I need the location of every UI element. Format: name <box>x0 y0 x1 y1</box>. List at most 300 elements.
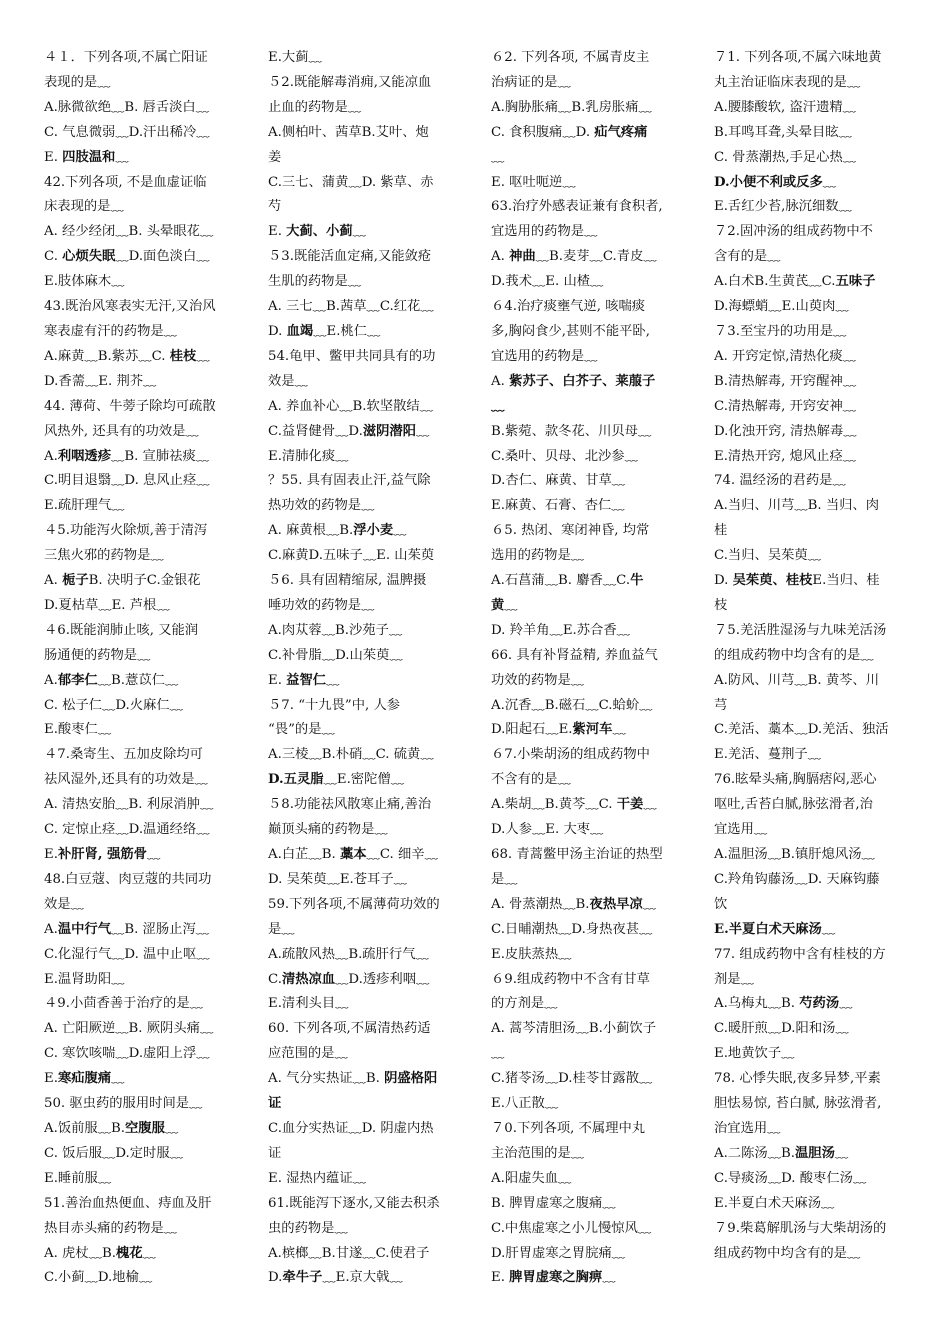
question-text: 44. 薄荷、牛蒡子除均可疏散 <box>44 398 216 414</box>
text-line <box>44 220 257 245</box>
text-line <box>268 1017 481 1042</box>
question-text: 姜 <box>268 149 282 165</box>
question-text: E. 湿热内蕴证﹏ <box>268 1170 366 1186</box>
question-text: ﹏ <box>111 1071 125 1087</box>
question-text: 76.眩晕头痛,胸膈痞闷,恶心 <box>714 772 877 788</box>
answer-text: 大蓟、小蓟 <box>286 224 353 240</box>
question-text: ﹏ <box>142 1245 156 1261</box>
question-text: ﹏C. 细辛﹏ <box>366 847 438 862</box>
text-line <box>491 1242 704 1267</box>
question-text: A.疏散风热﹏B.疏肝行气﹏ <box>268 946 429 962</box>
question-text: 治病证的是﹏ <box>491 74 571 90</box>
text-line <box>268 743 481 768</box>
question-text: ７9.柴葛解肌汤与大柴胡汤的 <box>714 1220 887 1236</box>
question-text: 三焦火邪的药物是﹏ <box>44 548 164 564</box>
text-line <box>714 345 927 370</box>
text-line <box>491 469 704 494</box>
question-text: A.当归、川芎﹏B. 当归、肉 <box>714 498 880 514</box>
text-line <box>714 121 927 146</box>
text-line <box>714 220 927 245</box>
text-line <box>268 395 481 420</box>
question-text: D. 吴茱萸﹏E.苍耳子﹏ <box>268 871 407 887</box>
text-line <box>268 121 481 146</box>
question-text: E.皮肤蒸热﹏ <box>491 946 572 962</box>
question-text: E. <box>268 224 287 240</box>
text-line <box>44 295 257 320</box>
question-text: A.槟榔﹏B.甘遂﹏C.使君子 <box>268 1245 430 1261</box>
answer-text: 牛 <box>630 573 644 589</box>
text-line <box>714 270 927 295</box>
question-text: D.肝胃虚寒之胃脘痛﹏ <box>491 1245 626 1261</box>
text-line <box>714 370 927 395</box>
text-line <box>268 669 481 694</box>
question-text: 60. 下列各项,不属清热药适 <box>268 1021 431 1037</box>
text-line <box>491 793 704 818</box>
text-line <box>714 644 927 669</box>
answer-text: 利咽透疹 <box>57 448 112 464</box>
text-line <box>44 245 257 270</box>
question-text: ﹏ <box>491 149 505 165</box>
question-text: A. 经少经闭﹏B. 头晕眼花﹏ <box>44 224 214 240</box>
text-line <box>714 968 927 993</box>
text-line <box>714 818 927 843</box>
question-text: 芎 <box>714 697 728 713</box>
question-text: 丸主治证临床表现的是﹏ <box>714 74 861 90</box>
question-text: ﹏B. 宣肺祛痰﹏ <box>111 448 210 464</box>
text-line <box>491 1092 704 1117</box>
text-line <box>44 71 257 96</box>
question-text: 热目赤头痛的药物是﹏ <box>44 1220 177 1236</box>
question-text: ﹏ <box>393 523 407 539</box>
text-line <box>268 295 481 320</box>
text-line <box>714 718 927 743</box>
text-line <box>44 743 257 768</box>
answer-text: 脾胃虚寒之胸痹 <box>509 1270 603 1286</box>
text-line <box>491 843 704 868</box>
text-line <box>44 46 257 71</box>
text-line <box>44 544 257 569</box>
text-line <box>491 1067 704 1092</box>
question-text: E.八正散﹏ <box>491 1096 559 1112</box>
text-line <box>491 1217 704 1242</box>
text-line <box>44 992 257 1017</box>
text-line <box>44 818 257 843</box>
text-line <box>268 519 481 544</box>
question-text: C.小蓟﹏D.地榆﹏ <box>44 1270 153 1286</box>
text-column-3 <box>491 46 704 1291</box>
question-text: ５3.既能活血定痛,又能敛疮 <box>268 249 432 265</box>
text-line <box>714 893 927 918</box>
text-line <box>491 420 704 445</box>
text-line <box>491 1142 704 1167</box>
question-text: C. 寒饮咳喘﹏D.虚阳上浮﹏ <box>44 1046 210 1062</box>
answer-text: E.半夏白术天麻汤 <box>714 921 822 937</box>
question-text: A. <box>44 672 58 688</box>
question-text: ﹏ <box>834 1145 849 1161</box>
question-text: 寒表虚有汗的药物是﹏ <box>44 323 177 339</box>
text-line <box>268 146 481 171</box>
answer-text: 干姜 <box>616 797 644 813</box>
text-line <box>44 1266 257 1291</box>
text-line <box>268 1092 481 1117</box>
text-line <box>491 743 704 768</box>
question-text: E. 呕吐呃逆﹏ <box>491 174 576 190</box>
text-line <box>714 1242 927 1267</box>
text-line <box>268 1192 481 1217</box>
text-line <box>714 594 927 619</box>
text-line <box>268 968 481 993</box>
question-text: 是﹏ <box>268 921 295 937</box>
text-line <box>714 245 927 270</box>
question-text: A.白术B.生黄芪﹏C. <box>714 274 836 290</box>
answer-text: 温胆汤 <box>795 1145 835 1161</box>
text-line <box>268 943 481 968</box>
text-line <box>491 669 704 694</box>
question-text: B.紫菀、款冬花、川贝母﹏ <box>491 423 652 439</box>
answer-text: 牵牛子 <box>282 1270 323 1286</box>
question-text: 枝 <box>714 597 728 613</box>
answer-text: D.五灵脂 <box>268 772 324 788</box>
text-line <box>44 146 257 171</box>
question-text: 74. 温经汤的君药是﹏ <box>714 473 846 489</box>
text-line <box>491 345 704 370</box>
question-text: A. 虎杖﹏B. <box>44 1245 116 1261</box>
question-text: 66. 具有补肾益精, 养血益气 <box>491 647 658 663</box>
question-text: C.暖肝煎﹏D.阳和汤﹏ <box>714 1021 849 1037</box>
text-line <box>44 1042 257 1067</box>
text-line <box>268 893 481 918</box>
question-text: 63.治疗外感表证兼有食积者, <box>491 199 663 215</box>
question-text: E.大蓟﹏ <box>268 50 322 65</box>
text-line <box>268 96 481 121</box>
text-line <box>44 320 257 345</box>
question-text: E. <box>44 847 58 862</box>
text-line <box>44 420 257 445</box>
question-text: C.明目退翳﹏D. 息风止痉﹏ <box>44 473 210 489</box>
text-line <box>268 1266 481 1291</box>
text-line <box>491 594 704 619</box>
answer-text: 空腹服 <box>125 1120 165 1136</box>
text-line <box>491 171 704 196</box>
question-text: ﹏E.京大戟﹏ <box>322 1270 403 1286</box>
question-text: ６7.小柴胡汤的组成药物中 <box>491 747 650 763</box>
answer-text: 桂枝 <box>169 348 197 364</box>
question-text: ﹏D.透疹利咽﹏ <box>335 971 430 987</box>
text-column-4 <box>714 46 927 1266</box>
question-text: D. 羚羊角﹏E.苏合香﹏ <box>491 622 630 638</box>
text-line <box>44 893 257 918</box>
question-text: ﹏ <box>612 722 626 738</box>
text-line <box>268 1217 481 1242</box>
text-line <box>491 494 704 519</box>
question-text: ﹏ <box>602 1270 616 1286</box>
text-line <box>44 1167 257 1192</box>
text-line <box>491 146 704 171</box>
question-text: A.饭前服﹏B. <box>44 1120 126 1136</box>
question-text: ？55. 具有固表止汗,益气除 <box>268 473 431 489</box>
question-text: C.日晡潮热﹏D.身热夜甚﹏ <box>491 921 653 937</box>
text-line <box>268 220 481 245</box>
question-text: C. 骨蒸潮热,手足心热﹏ <box>714 149 857 165</box>
text-line <box>714 1067 927 1092</box>
question-text: A.沉香﹏B.磁石﹏C.蛤蚧﹏ <box>491 697 653 713</box>
question-text: 68. 青蒿鳖甲汤主治证的热型 <box>491 847 663 862</box>
answer-text: 疝气疼痛 <box>594 124 648 140</box>
text-line <box>44 1242 257 1267</box>
text-line <box>714 320 927 345</box>
question-text: 不含有的是﹏ <box>491 772 571 788</box>
text-column-1 <box>44 46 257 1291</box>
text-line <box>44 121 257 146</box>
question-text: A. 开窍定惊,清热化痰﹏ <box>714 348 856 364</box>
question-text: ５7. “十九畏”中, 人参 <box>268 697 401 713</box>
text-line <box>44 1117 257 1142</box>
text-line <box>44 1067 257 1092</box>
text-line <box>714 96 927 121</box>
question-text: ﹏ <box>504 597 518 613</box>
answer-text: 神曲 <box>509 249 536 265</box>
text-line <box>714 494 927 519</box>
question-text: D.人参﹏E. 大枣﹏ <box>491 822 604 838</box>
question-text: E. <box>491 1270 510 1286</box>
question-text: A.腰膝酸软, 盗汗遗精﹏ <box>714 99 856 115</box>
question-text: A.白芷﹏B. <box>268 847 340 862</box>
text-line <box>44 171 257 196</box>
question-text: 止血的药物是﹏ <box>268 99 362 115</box>
text-line <box>491 768 704 793</box>
question-text: ﹏ <box>115 149 129 165</box>
text-line <box>268 818 481 843</box>
question-text: 54.龟甲、鳖甲共同具有的功 <box>268 348 436 364</box>
text-line <box>44 195 257 220</box>
text-line <box>268 718 481 743</box>
text-line <box>491 1042 704 1067</box>
question-text: 饮 <box>714 896 728 912</box>
text-line <box>268 46 481 71</box>
question-text: C.羌活、藁本﹏D.羌活、独活 <box>714 722 889 738</box>
question-text: ﹏B. 涩肠止泻﹏ <box>111 921 210 937</box>
question-text: A.温胆汤﹏B.镇肝熄风汤﹏ <box>714 847 875 862</box>
text-line <box>714 694 927 719</box>
question-text: 表现的是﹏ <box>44 74 111 90</box>
text-line <box>714 843 927 868</box>
text-line <box>714 469 927 494</box>
question-text: A.石菖蒲﹏B. 麝香﹏C. <box>491 573 631 589</box>
text-line <box>491 569 704 594</box>
question-text: 剂是﹏ <box>714 971 754 987</box>
text-line <box>714 544 927 569</box>
question-text: A. <box>491 249 510 265</box>
text-line <box>714 743 927 768</box>
question-text: A.二陈汤﹏B. <box>714 1145 796 1161</box>
question-text: C. 松子仁﹏D.火麻仁﹏ <box>44 697 183 713</box>
text-line <box>268 494 481 519</box>
question-text: 78. 心悸失眠,夜多异梦,平素 <box>714 1071 881 1087</box>
question-text: D.夏枯草﹏E. 芦根﹏ <box>44 597 170 613</box>
text-line <box>491 395 704 420</box>
text-line <box>491 1017 704 1042</box>
question-text: C.麻黄D.五味子﹏E. 山茱萸 <box>268 548 435 564</box>
question-text: E.地黄饮子﹏ <box>714 1046 795 1062</box>
text-line <box>268 992 481 1017</box>
question-text: C.益肾健骨﹏D. <box>268 423 363 439</box>
text-line <box>268 345 481 370</box>
text-line <box>714 768 927 793</box>
answer-text: 黄 <box>491 597 505 613</box>
question-text: ﹏ <box>642 896 657 912</box>
text-line <box>714 420 927 445</box>
question-text: 选用的药物是﹏ <box>491 548 585 564</box>
text-line <box>714 146 927 171</box>
question-text: 生肌的药物是﹏ <box>268 274 362 290</box>
text-line <box>491 220 704 245</box>
text-line <box>268 1117 481 1142</box>
question-text: D. <box>268 1270 283 1286</box>
question-text: E. <box>44 1071 58 1087</box>
question-text: ７1. 下列各项,不属六味地黄 <box>714 50 882 65</box>
question-text: 床表现的是﹏ <box>44 199 124 215</box>
text-line <box>491 992 704 1017</box>
text-line <box>44 1192 257 1217</box>
text-line <box>491 619 704 644</box>
text-line <box>44 519 257 544</box>
question-text: ７0.下列各项, 不属理中丸 <box>491 1120 646 1136</box>
text-line <box>491 71 704 96</box>
question-text: A. <box>491 373 510 389</box>
question-text: ﹏B.麦芽﹏C.青皮﹏ <box>535 249 657 265</box>
answer-text: 夜热早凉 <box>589 896 643 912</box>
question-text: E.酸枣仁﹏ <box>44 722 112 738</box>
answer-text: 栀子 <box>62 573 89 589</box>
question-text: ﹏ <box>326 672 340 688</box>
question-text: B.清热解毒, 开窍醒神﹏ <box>714 373 857 389</box>
question-text: A.三棱﹏B.朴硝﹏C. 硫黄﹏ <box>268 747 434 763</box>
text-line <box>714 519 927 544</box>
question-text: E.温肾助阳﹏ <box>44 971 125 987</box>
text-line <box>491 245 704 270</box>
question-text: 59.下列各项,不属薄荷功效的 <box>268 896 440 912</box>
text-line <box>491 644 704 669</box>
question-text: E. <box>268 672 287 688</box>
question-text: ４6.既能润肺止咳, 又能润 <box>44 622 199 638</box>
question-text: C.化湿行气﹏D. 温中止呕﹏ <box>44 946 210 962</box>
text-line <box>714 171 927 196</box>
text-line <box>268 918 481 943</box>
text-line <box>268 868 481 893</box>
question-text: 宜选用的药物是﹏ <box>491 224 598 240</box>
answer-text: 清热凉血 <box>281 971 336 987</box>
text-line <box>714 793 927 818</box>
text-line <box>268 569 481 594</box>
text-line <box>714 46 927 71</box>
question-text: 肠通便的药物是﹏ <box>44 647 151 663</box>
question-text: ４１．下列各项,不属亡阳证 <box>44 50 208 65</box>
text-line <box>714 195 927 220</box>
text-line <box>44 395 257 420</box>
text-line <box>44 669 257 694</box>
answer-text: 浮小麦 <box>353 523 394 539</box>
text-line <box>714 569 927 594</box>
question-text: A. 麻黄根﹏B. <box>268 523 354 539</box>
question-text: C.血分实热证﹏D. 阴虚内热 <box>268 1120 434 1136</box>
answer-text: 芍药汤 <box>799 996 840 1012</box>
question-text: ４7.桑寄生、五加皮除均可 <box>44 747 203 763</box>
text-line <box>268 768 481 793</box>
question-text: ﹏ <box>352 224 366 240</box>
text-line <box>268 843 481 868</box>
text-line <box>268 644 481 669</box>
question-text: B. 脾胃虚寒之腹痛﹏ <box>491 1195 616 1211</box>
text-line <box>44 1017 257 1042</box>
question-text: A.胸胁胀痛﹏B.乳房胀痛﹏ <box>491 99 652 115</box>
text-line <box>491 544 704 569</box>
answer-text: 温中行气 <box>57 921 112 937</box>
text-line <box>44 619 257 644</box>
question-text: D.化浊开窍, 清热解毒﹏ <box>714 423 857 439</box>
question-text: 应范围的是﹏ <box>268 1046 348 1062</box>
text-line <box>268 1242 481 1267</box>
question-text: E.半夏白术天麻汤﹏ <box>714 1195 835 1211</box>
text-line <box>44 270 257 295</box>
text-line <box>491 320 704 345</box>
question-text: D.杏仁、麻黄、甘草﹏ <box>491 473 626 489</box>
answer-text: 五味子 <box>835 274 876 290</box>
text-line <box>491 96 704 121</box>
question-text: D.莪术﹏E. 山楂﹏ <box>491 274 604 290</box>
answer-text: 吴茱萸、桂枝 <box>732 573 813 589</box>
question-text: E.肢体麻木﹏ <box>44 274 125 290</box>
question-text: ﹏ <box>146 847 161 862</box>
text-line <box>44 1217 257 1242</box>
question-text: D.香薷﹏E. 荆芥﹏ <box>44 373 157 389</box>
question-text: A.肉苁蓉﹏B.沙苑子﹏ <box>268 622 403 638</box>
question-text: A.柴胡﹏B.黄芩﹏C. <box>491 797 617 813</box>
text-line <box>268 270 481 295</box>
question-text: 功效的药物是﹏ <box>491 672 585 688</box>
question-text: 胆怯易惊, 苔白腻, 脉弦滑者, <box>714 1096 882 1112</box>
question-text: E.睡前服﹏ <box>44 1170 112 1186</box>
text-line <box>268 445 481 470</box>
question-text: ﹏ <box>643 797 657 813</box>
text-line <box>491 818 704 843</box>
text-line <box>714 1042 927 1067</box>
question-text: 含有的是﹏ <box>714 249 781 265</box>
question-text: 桂 <box>714 523 728 539</box>
question-text: B. 决明子C.金银花 <box>88 573 201 589</box>
question-text: 42.下列各项, 不是血虚证临 <box>44 174 207 190</box>
text-line <box>714 295 927 320</box>
question-text: C.中焦虚寒之小儿慢惊风﹏ <box>491 1220 652 1236</box>
answer-text: 四肢温和 <box>62 149 116 165</box>
question-text: A. 气分实热证﹏B. <box>268 1071 385 1087</box>
text-line <box>714 1192 927 1217</box>
text-line <box>268 1142 481 1167</box>
question-text: ５2.既能解毒消痈,又能凉血 <box>268 74 432 90</box>
text-line <box>714 918 927 943</box>
text-line <box>491 46 704 71</box>
text-line <box>491 519 704 544</box>
question-text: ７2.固冲汤的组成药物中不 <box>714 224 873 240</box>
question-text: 的方剂是﹏ <box>491 996 558 1012</box>
question-text: ﹏ <box>416 423 430 439</box>
text-line <box>44 918 257 943</box>
question-text: C. 定惊止痉﹏D.温通经络﹏ <box>44 822 210 838</box>
text-line <box>268 420 481 445</box>
text-line <box>491 121 704 146</box>
text-line <box>44 345 257 370</box>
question-text: ﹏ <box>839 996 853 1012</box>
question-text: 宜选用的药物是﹏ <box>491 348 598 364</box>
